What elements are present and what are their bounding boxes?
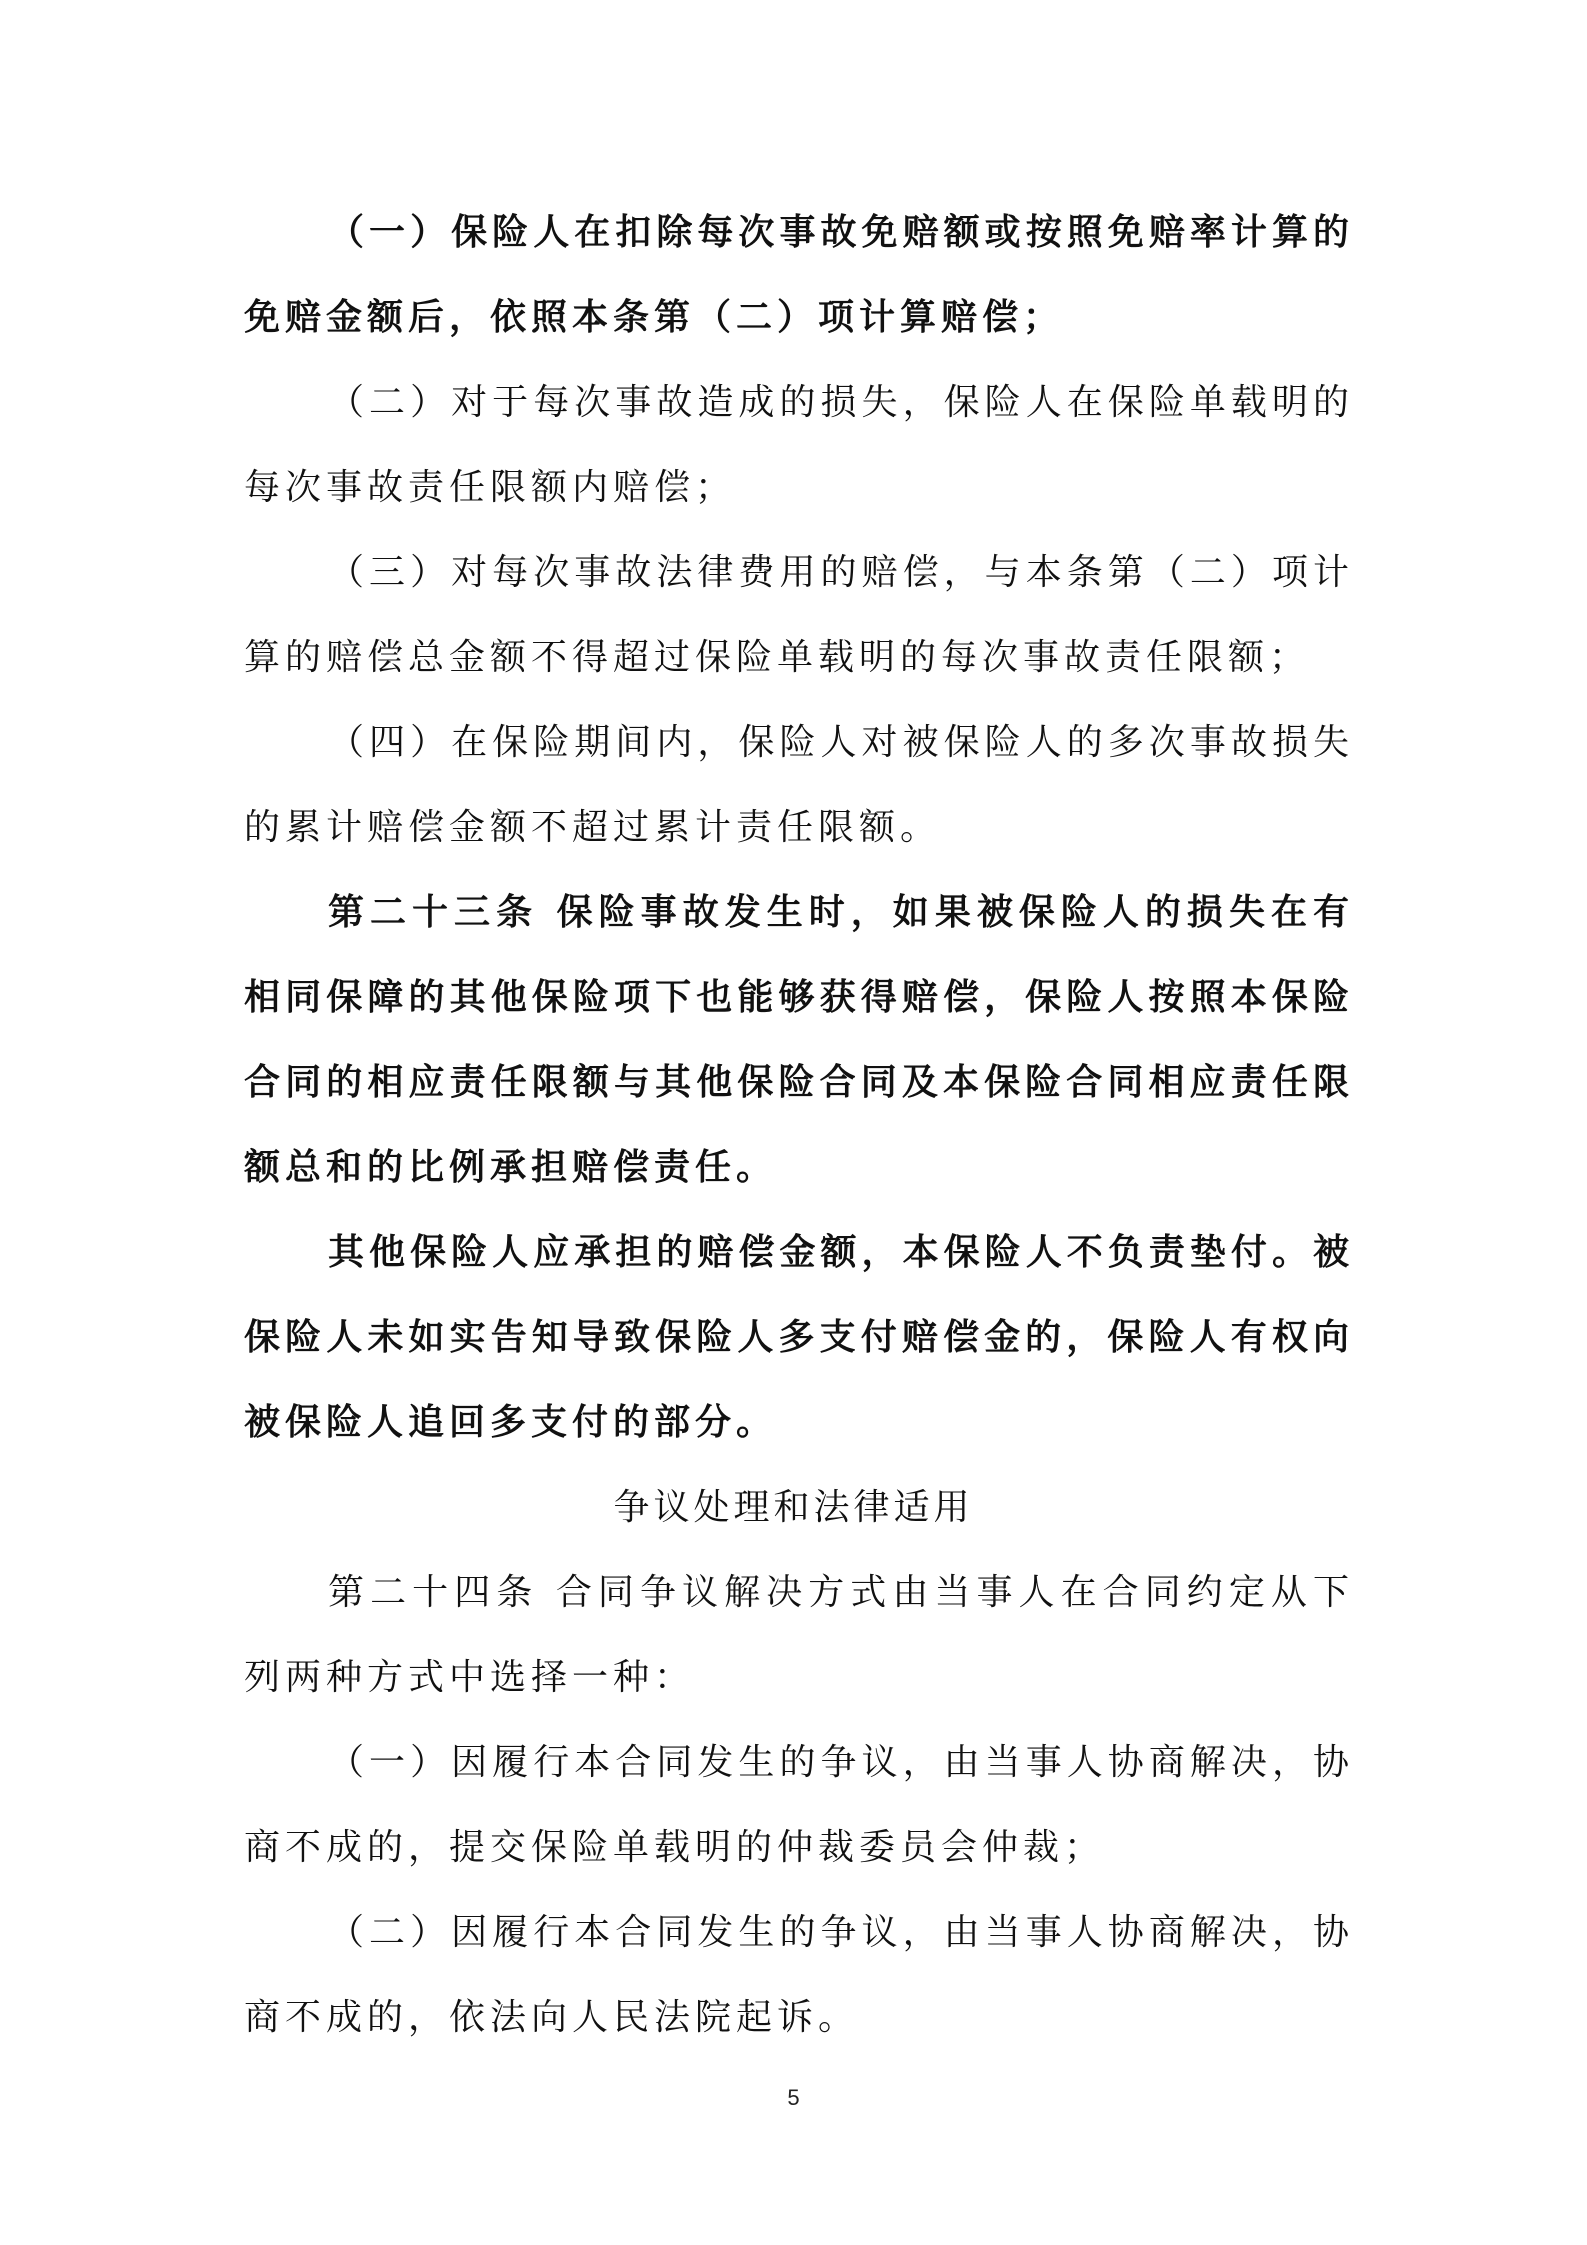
paragraph-item-3: （三）对每次事故法律费用的赔偿，与本条第（二）项计算的赔偿总金额不得超过保险单载明的每次事故责任限额；	[244, 552, 1354, 678]
section-heading: 争议处理和法律适用	[613, 1487, 974, 1528]
paragraph-item-4: （四）在保险期间内，保险人对被保险人的多次事故损失的累计赔偿金额不超过累计责任限额。	[244, 722, 1354, 848]
paragraph-item-1: （一）保险人在扣除每次事故免赔额或按照免赔率计算的免赔金额后，依照本条第（二）项计算赔偿；	[244, 211, 1354, 338]
paragraph-article-23: 第二十三条 保险事故发生时，如果被保险人的损失在有相同保障的其他保险项下也能够获得赔偿，保险人按照本保险合同的相应责任限额与其他保险合同及本保险合同相应责任限额总和的比例承担赔偿责任。	[244, 891, 1354, 1188]
paragraph-other-insurer: 其他保险人应承担的赔偿金额，本保险人不负责垫付。被保险人未如实告知导致保险人多支付赔偿金的，保险人有权向被保险人追回多支付的部分。	[244, 1231, 1354, 1443]
paragraph-dispute-option-1: （一）因履行本合同发生的争议，由当事人协商解决，协商不成的，提交保险单载明的仲裁委员会仲裁；	[244, 1742, 1354, 1868]
paragraph-item-2: （二）对于每次事故造成的损失，保险人在保险单载明的每次事故责任限额内赔偿；	[244, 382, 1354, 508]
page-number: 5	[787, 2085, 800, 2110]
paragraph-dispute-option-2: （二）因履行本合同发生的争议，由当事人协商解决，协商不成的，依法向人民法院起诉。	[244, 1912, 1354, 2038]
paragraph-article-24: 第二十四条 合同争议解决方式由当事人在合同约定从下列两种方式中选择一种：	[244, 1572, 1354, 1698]
